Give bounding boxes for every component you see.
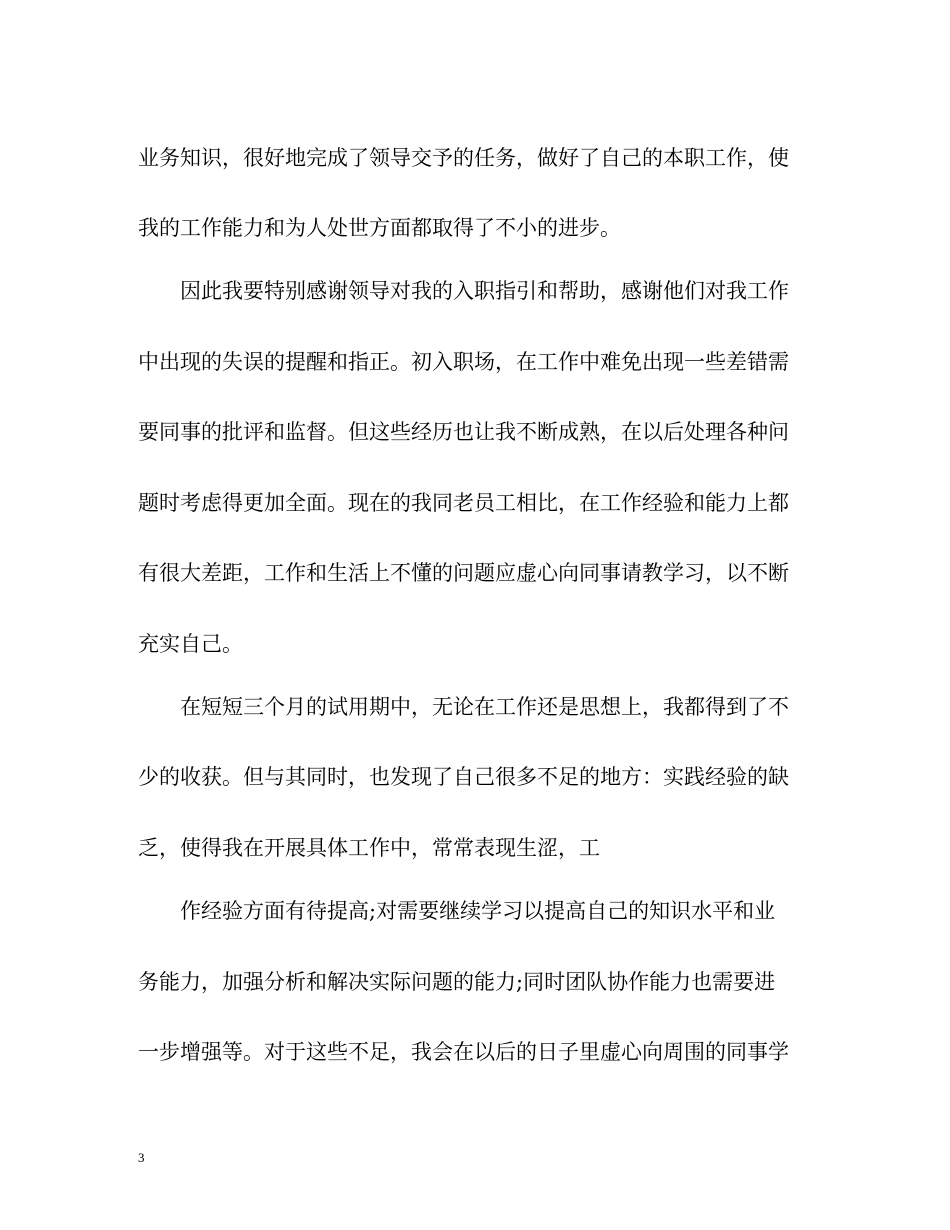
text-line-3: 因此我要特别感谢领导对我的入职指引和帮助，感谢他们对我工作 — [180, 279, 789, 303]
text-line-11: 乏，使得我在开展具体工作中，常常表现生涩，工 — [138, 836, 600, 860]
text-line-10: 少的收获。但与其同时，也发现了自己很多不足的地方：实践经验的缺 — [138, 765, 789, 789]
text-line-2: 我的工作能力和为人处世方面都取得了不小的进步。 — [138, 216, 621, 240]
text-line-4: 中出现的失误的提醒和指正。初入职场，在工作中难免出现一些差错需 — [138, 350, 789, 374]
page-number: 3 — [138, 1150, 145, 1165]
text-line-5: 要同事的批评和监督。但这些经历也让我不断成熟，在以后处理各种问 — [138, 420, 789, 444]
text-line-1: 业务知识，很好地完成了领导交予的任务，做好了自己的本职工作，使 — [138, 146, 789, 170]
text-line-14: 一步增强等。对于这些不足，我会在以后的日子里虚心向周围的同事学 — [138, 1040, 789, 1064]
text-line-13: 务能力，加强分析和解决实际问题的能力;同时团队协作能力也需要进 — [138, 970, 776, 994]
text-line-6: 题时考虑得更加全面。现在的我同老员工相比，在工作经验和能力上都 — [138, 491, 789, 515]
text-line-7: 有很大差距，工作和生活上不懂的问题应虚心向同事请教学习，以不断 — [138, 561, 789, 585]
text-line-12: 作经验方面有待提高;对需要继续学习以提高自己的知识水平和业 — [180, 899, 776, 923]
text-line-9: 在短短三个月的试用期中，无论在工作还是思想上，我都得到了不 — [180, 695, 789, 719]
text-line-8: 充实自己。 — [138, 632, 243, 656]
